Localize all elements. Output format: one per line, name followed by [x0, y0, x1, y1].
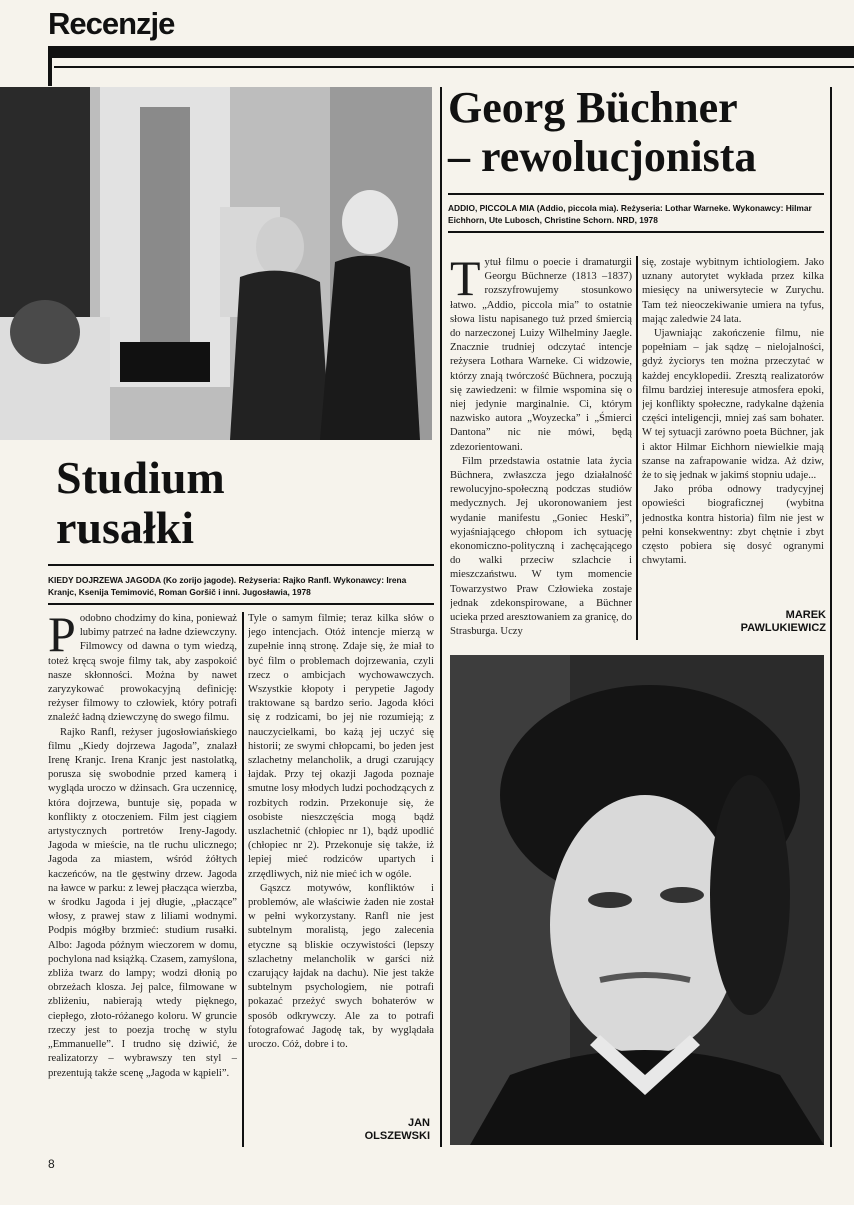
article2-col1-para2: Film przedstawia ostatnie lata życia Büchnera, zwłaszcza jego działalność rewolucyjno-społeczną podczas studiów medycznych. Jej ukoronowaniem jest wydanie manifestu „Goniec Heski”, wyjaśniającego chłopom ich sytuację ekonomiczno-polityczną i zachęcającego do walki przeciw szlachcie i mieszczaństwu. W tym momencie Towarzystwo Praw Człowieka zostaje jednak zdekonspirowane, a Büchner ucieka przed aresztowaniem za granicę, do Strasburga. Uczy — [450, 455, 632, 638]
article1-title-rule — [48, 564, 434, 566]
article1-author — [300, 1117, 430, 1143]
article1-title-line1: Studium — [56, 452, 225, 503]
article1-credits: KIEDY DOJRZEWA JAGODA (Ko zorijo jagode). Reżyseria: Rajko Ranfl. Wykonawcy: Irena Kranjc, Ksenija Temimović, Roman Goršič i inni. Jugosławia, 1978 — [48, 575, 407, 597]
article2-author — [680, 609, 826, 635]
portrait-image — [450, 655, 824, 1145]
article1-credits-rule — [48, 603, 434, 605]
article1-column-divider — [242, 612, 244, 1147]
right-edge-rule — [830, 87, 832, 1147]
article2-col2-para1: się, zostaje wybitnym ichtiologiem. Jako uznany autorytet wykłada przez kilka miesięcy na uniwersytecie w Zurychu. Tam też nieoczekiwanie umiera na tyfus, mając zaledwie 24 lata. — [642, 257, 824, 325]
header-bar-left — [48, 46, 52, 86]
article2-dropcap: T — [450, 256, 481, 306]
article2-author-first: MAREK — [785, 609, 826, 621]
article1-col1-para1: odobno chodzimy do kina, ponieważ lubimy patrzeć na ładne dziewczyny. Filmowcy od dawna o tym wiedzą, toteż kręcą swoje filmy tak, aby zaspokoić nasze skłonności. Można by nawet zaryzykować prowokacyjną definicję: reżyser filmowy to człowiek, który potrafi znaleźć ładną dziewczynę do swego filmu. — [48, 613, 237, 724]
article1-author-first: JAN — [407, 1117, 430, 1129]
article2-column2 — [642, 256, 824, 596]
page-column-divider — [440, 87, 442, 1147]
article2-title-line1: Georg Büchner — [448, 83, 738, 132]
film-still-photo — [0, 87, 432, 440]
article1-column2 — [248, 612, 434, 1112]
article2-col2-para2: Ujawniając zakończenie filmu, nie popełniam – jak sądzę – nielojalności, gdyż życiorys ten można przeczytać w każdej encyklopedii. Zresztą realizatorów filmu bardziej interesuje atmosfera epoki, jej konflikty społeczne, radykalne dążenia części inteligencji, mniej zaś sam bohater. W tej sytuacji zarówno poeta Büchner, jak i aktor Hilmar Eichhorn niewielkie mają szanse na zafrapowanie widza. Aż dziw, że to się jednak w jakimś stopniu udaje... — [642, 328, 824, 482]
article1-title-line2: rusałki — [56, 502, 195, 553]
article1-dropcap: P — [48, 612, 76, 662]
article1-author-last: OLSZEWSKI — [364, 1130, 430, 1142]
article1-col1-para2: Rajko Ranfl, reżyser jugosłowiańskiego filmu „Kiedy dojrzewa Jagoda”, znalazł Irenę Kranjc. Irena Kranjc jest nastolatką, porusza się swobodnie przed kamerą i wygląda uroczo w dżinsach. Gra uczennicę, która dojrzewa, buntuje się, popada w konflikty z otoczeniem. Film jest ciągiem artystycznych portretów Ireny-Jagody. Jagoda w mieście, na tle ruchu ulicznego; Jagoda za miastem, wśród żółtych kaczeńców, na tle gęstwiny drzew. Jagoda na ławce w parku: z lewej płacząca wierzba, w środku Jagoda i jej długie, „płaczące” włosy, z prawej staw z liliami wodnymi. Podpis mógłby brzmieć: studium rusałki. Albo: Jagoda późnym wieczorem w domu, pochylona nad książką. Czasem, zamyślona, zbliża twarz do lampy; wodzi dłonią po obrzeżach klosza. Jej palce, filmowane w zbliżeniu, nabierają wtedy pięknego, ciepłego, złoto-różanego koloru. W gruncie rzeczy jest to poezja trochę w stylu „Emmanuelle”. I trudno się dziwić, że realizatorzy – wybrawszy ten styl – prezentują także scenę „Jagoda w kąpieli”. — [48, 726, 237, 1079]
film-still-image — [0, 87, 432, 440]
article1-col2-para2: Gąszcz motywów, konfliktów i problemów, ale właściwie żaden nie został w pełni wykorzystany. Ranfl nie jest subtelnym moralistą, jego zalecenia etyczne są bliskie oczywistości (lepszy szlachetny melancholik w garści niż czarujący łajdak na dachu). Nie jest także subtelnym psychologiem, nie potrafi pokazać przeżyć swych bohaterów w sposób odkrywczy. Ale za to potrafi fotografować Jagodę tak, by wyglądała uroczo. Cóż, dobre i to. — [248, 882, 434, 1051]
header-bar — [48, 46, 854, 58]
article2-col2-para3: Jako próba odnowy tradycyjnej opowieści biograficznej (wybitna jednostka kontra historia) film nie jest w pełni konsekwentny: zbyt chętnie i zbyt często pobiera się dosyć ogranymi chwytami. — [642, 484, 824, 567]
article1-column1 — [48, 612, 237, 1147]
header-rule — [54, 66, 854, 68]
article2-credits-rule — [448, 231, 824, 233]
article2-column-divider — [636, 256, 638, 640]
portrait-photo — [450, 655, 824, 1145]
article2-title-line2: – rewolucjonista — [448, 132, 757, 181]
page-number: 8 — [48, 1157, 55, 1171]
article2-author-last: PAWLUKIEWICZ — [740, 622, 826, 634]
article2-col1-para1: ytuł filmu o poecie i dramaturgii Georgu Büchnerze (1813 –1837) rozszyfrowujemy stosunkowo łatwo. „Addio, piccola mia” to ostatnie słowa listu napisanego tuż przed śmiercią do narzeczonej Luizy Wilhelminy Jaegle. Znacznie trudniej odczytać intencje reżysera Lothara Warneke. Ci widzowie, którzy znają twórczość Büchnera, poczują się zawiedzeni: w filmie wspomina się o niej jedynie marginalnie. Ci, którym nazwisko autora „Woyzecka” i „Śmierci Dantona” nic nie mówi, będą zdezorientowani. — [450, 257, 632, 453]
article2-credits: ADDIO, PICCOLA MIA (Addio, piccola mia). Reżyseria: Lothar Warneke. Wykonawcy: Hilmar Eichhorn, Ute Lubosch, Christine Schorn. NRD, 1978 — [448, 203, 812, 225]
article2-title-rule — [448, 193, 824, 195]
section-label: Recenzje — [48, 6, 175, 41]
article1-col2-para1: Tyle o samym filmie; teraz kilka słów o jego intencjach. Otóż intencje mierzą w zupełnie inną stronę. Zdaje się, że miał to być film o problemach dojrzewania, czyli rzecz o ambicjach wychowawczych. Wszystkie kłopoty i perypetie Jagody traktowane są bardzo serio. Jagoda kłóci się z rodzicami, bo jej nie rozumieją; z nauczycielkami, bo każą jej uczyć się historii; ze swymi chłopcami, bo jeden jest szlachetny melancholik, a drugi czarujący łajdak. Przy tej okazji Jagoda poznaje smutne losy młodych ludzi pochodzących z rozbitych rodzin. Przekonuje się, że osobiste nieszczęścia mogą bądź uszlachetnić (chłopiec nr 1), bądź upodlić (chłopiec nr 2). Przekonuje się także, iż lepiej mieć rodziców upartych i zrzędliwych, niż nie mieć ich w ogóle. — [248, 613, 434, 880]
article2-column1 — [450, 256, 632, 640]
